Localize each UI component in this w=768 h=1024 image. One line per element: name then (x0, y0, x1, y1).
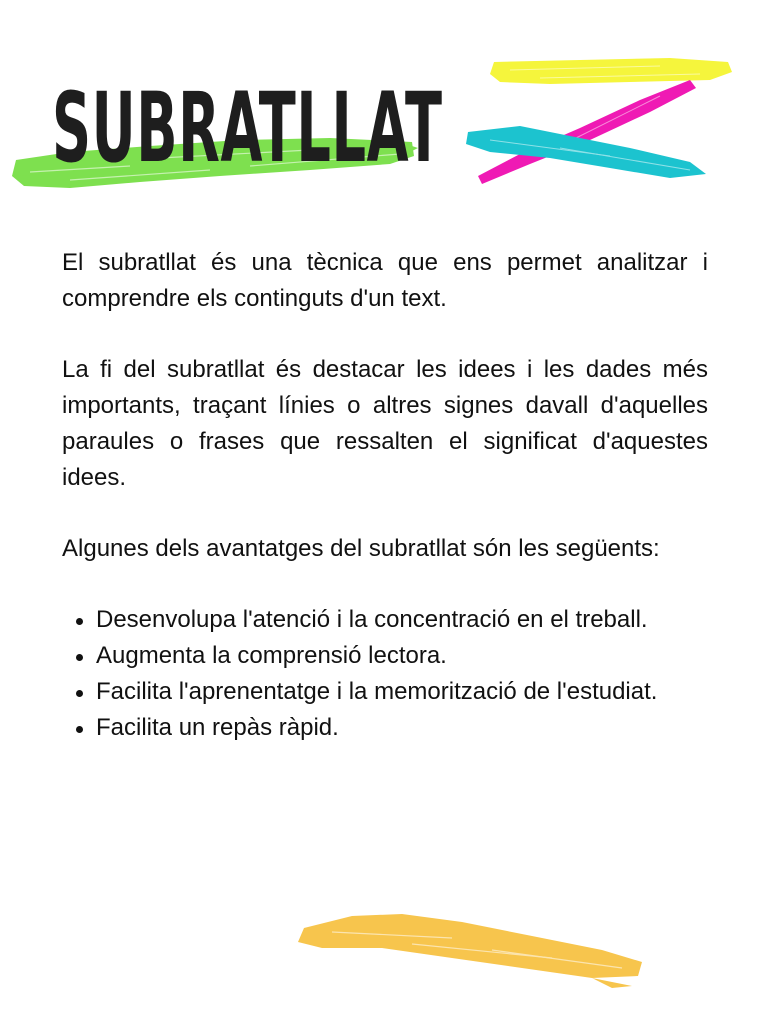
list-item: Facilita un repàs ràpid. (96, 710, 708, 746)
multicolor-brush-strokes (460, 52, 740, 192)
list-item: Augmenta la comprensió lectora. (96, 638, 708, 674)
purpose-paragraph: La fi del subratllat és destacar les idees i les dades més importants, traçant línies o altres signes davall d'aquelles paraules o frases que ressalten el significat d'aquestes idees. (62, 356, 708, 491)
advantages-list (62, 602, 708, 746)
intro-paragraph: El subratllat és una tècnica que ens permet analitzar i comprendre els continguts d'un text. (62, 249, 708, 312)
document-body (62, 245, 708, 746)
list-item: Desenvolupa l'atenció i la concentració en el treball. (96, 602, 708, 638)
list-item: Facilita l'aprenentatge i la memorització de l'estudiat. (96, 674, 708, 710)
advantages-intro-paragraph: Algunes dels avantatges del subratllat són les següents: (62, 535, 660, 562)
bottom-brush-stroke (292, 904, 650, 990)
page-title: SUBRATLLAT (52, 72, 443, 184)
